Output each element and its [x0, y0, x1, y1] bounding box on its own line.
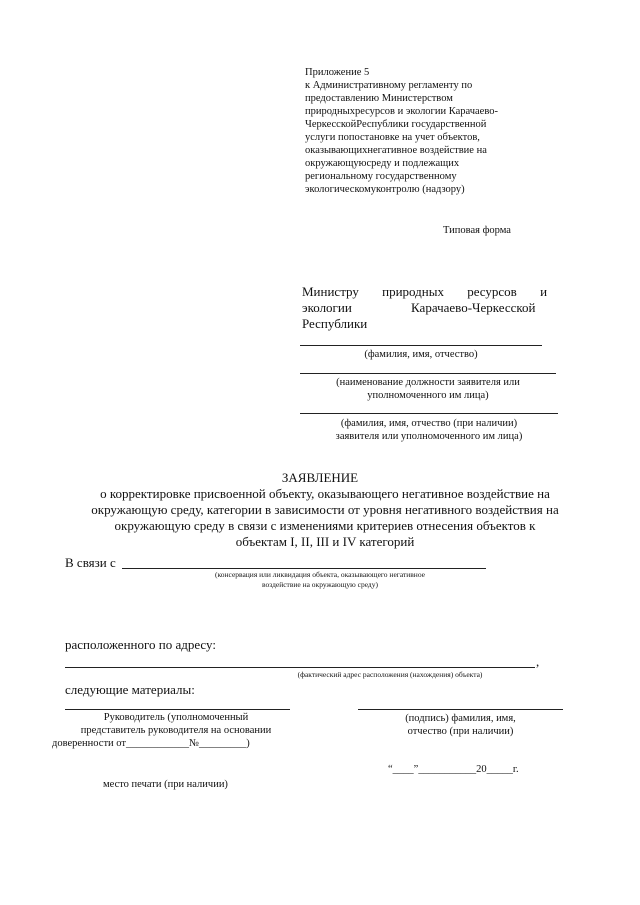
- in-connection-caption: [200, 570, 440, 590]
- applicant-position-caption: [300, 376, 556, 402]
- appendix-line: региональному государственному: [305, 171, 457, 182]
- appendix-line: ЧеркесскойРеспублики государственной: [305, 119, 487, 130]
- appendix-line: экологическомуконтролю (надзору): [305, 184, 465, 195]
- address-comma: ,: [536, 654, 540, 669]
- form-type-label: Типовая форма: [443, 225, 511, 236]
- addressee-name-caption: (фамилия, имя, отчество): [364, 349, 478, 360]
- located-label: расположенного по адресу:: [65, 637, 216, 652]
- in-connection-input-line[interactable]: [122, 568, 486, 569]
- subtitle-line: о корректировке присвоенной объекту, оказывающего негативное воздействие на: [100, 486, 550, 501]
- caption-line: (наименование должности заявителя или: [336, 377, 520, 388]
- position-sign-line[interactable]: [65, 709, 290, 710]
- caption-line: доверенности от____________№_________): [52, 738, 250, 749]
- stamp-label: место печати (при наличии): [103, 779, 228, 790]
- addressee-line-3: Республики: [302, 316, 368, 331]
- addressee-line-1: [302, 284, 560, 300]
- signature-line[interactable]: [358, 709, 563, 710]
- statement-subtitle: [60, 486, 590, 550]
- caption-line: (подпись) фамилия, имя,: [405, 713, 516, 724]
- signature-left-caption: [52, 711, 300, 750]
- addressee-line-1-text: Министру природных ресурсов и: [302, 284, 548, 299]
- addressee-name-line[interactable]: [300, 345, 542, 346]
- caption-line: (фамилия, имя, отчество (при наличии): [340, 418, 518, 429]
- applicant-position-line[interactable]: [300, 373, 556, 374]
- caption-line: (консервация или ликвидация объекта, оказывающего негативное: [215, 570, 425, 579]
- addressee-line-2: экологии Карачаево-Черкесской: [302, 300, 536, 315]
- in-connection-label: В связи с: [65, 555, 116, 570]
- caption-line: воздействие на окружающую среду): [262, 580, 378, 589]
- appendix-line: природныхресурсов и экологии Карачаево-: [305, 106, 498, 117]
- statement-title: ЗАЯВЛЕНИЕ: [281, 470, 359, 485]
- subtitle-line: окружающую среду в связи с изменениями критериев отнесения объектов к: [114, 518, 536, 533]
- appendix-line: предоставлению Министерством: [305, 93, 453, 104]
- applicant-name-caption: [300, 417, 558, 443]
- appendix-line: услуги попостановке на учет объектов,: [305, 132, 480, 143]
- appendix-block: [305, 66, 545, 196]
- date-field[interactable]: “____”___________20_____г.: [388, 764, 519, 775]
- appendix-line: Приложение 5: [305, 67, 370, 78]
- caption-line: Руководитель (уполномоченный: [103, 712, 249, 723]
- address-input-line[interactable]: [65, 667, 535, 668]
- materials-label: следующие материалы:: [65, 682, 195, 697]
- caption-line: заявителя или уполномоченного им лица): [335, 431, 523, 442]
- addressee-block: [302, 284, 560, 332]
- address-caption: (фактический адрес расположения (нахождения) объекта): [297, 670, 483, 679]
- caption-line: представитель руководителя на основании: [80, 725, 272, 736]
- caption-line: отчество (при наличии): [407, 726, 514, 737]
- subtitle-line: окружающую среду, категории в зависимости от уровня негативного воздействия на: [91, 502, 559, 517]
- subtitle-line: объектам I, II, III и IV категорий: [235, 534, 415, 549]
- caption-line: уполномоченного им лица): [367, 390, 489, 401]
- applicant-name-line[interactable]: [300, 413, 558, 414]
- signature-right-caption: [358, 712, 563, 738]
- appendix-line: к Административному регламенту по: [305, 80, 473, 91]
- appendix-line: окружающуюсреду и подлежащих: [305, 158, 460, 169]
- appendix-line: оказывающихнегативное воздействие на: [305, 145, 487, 156]
